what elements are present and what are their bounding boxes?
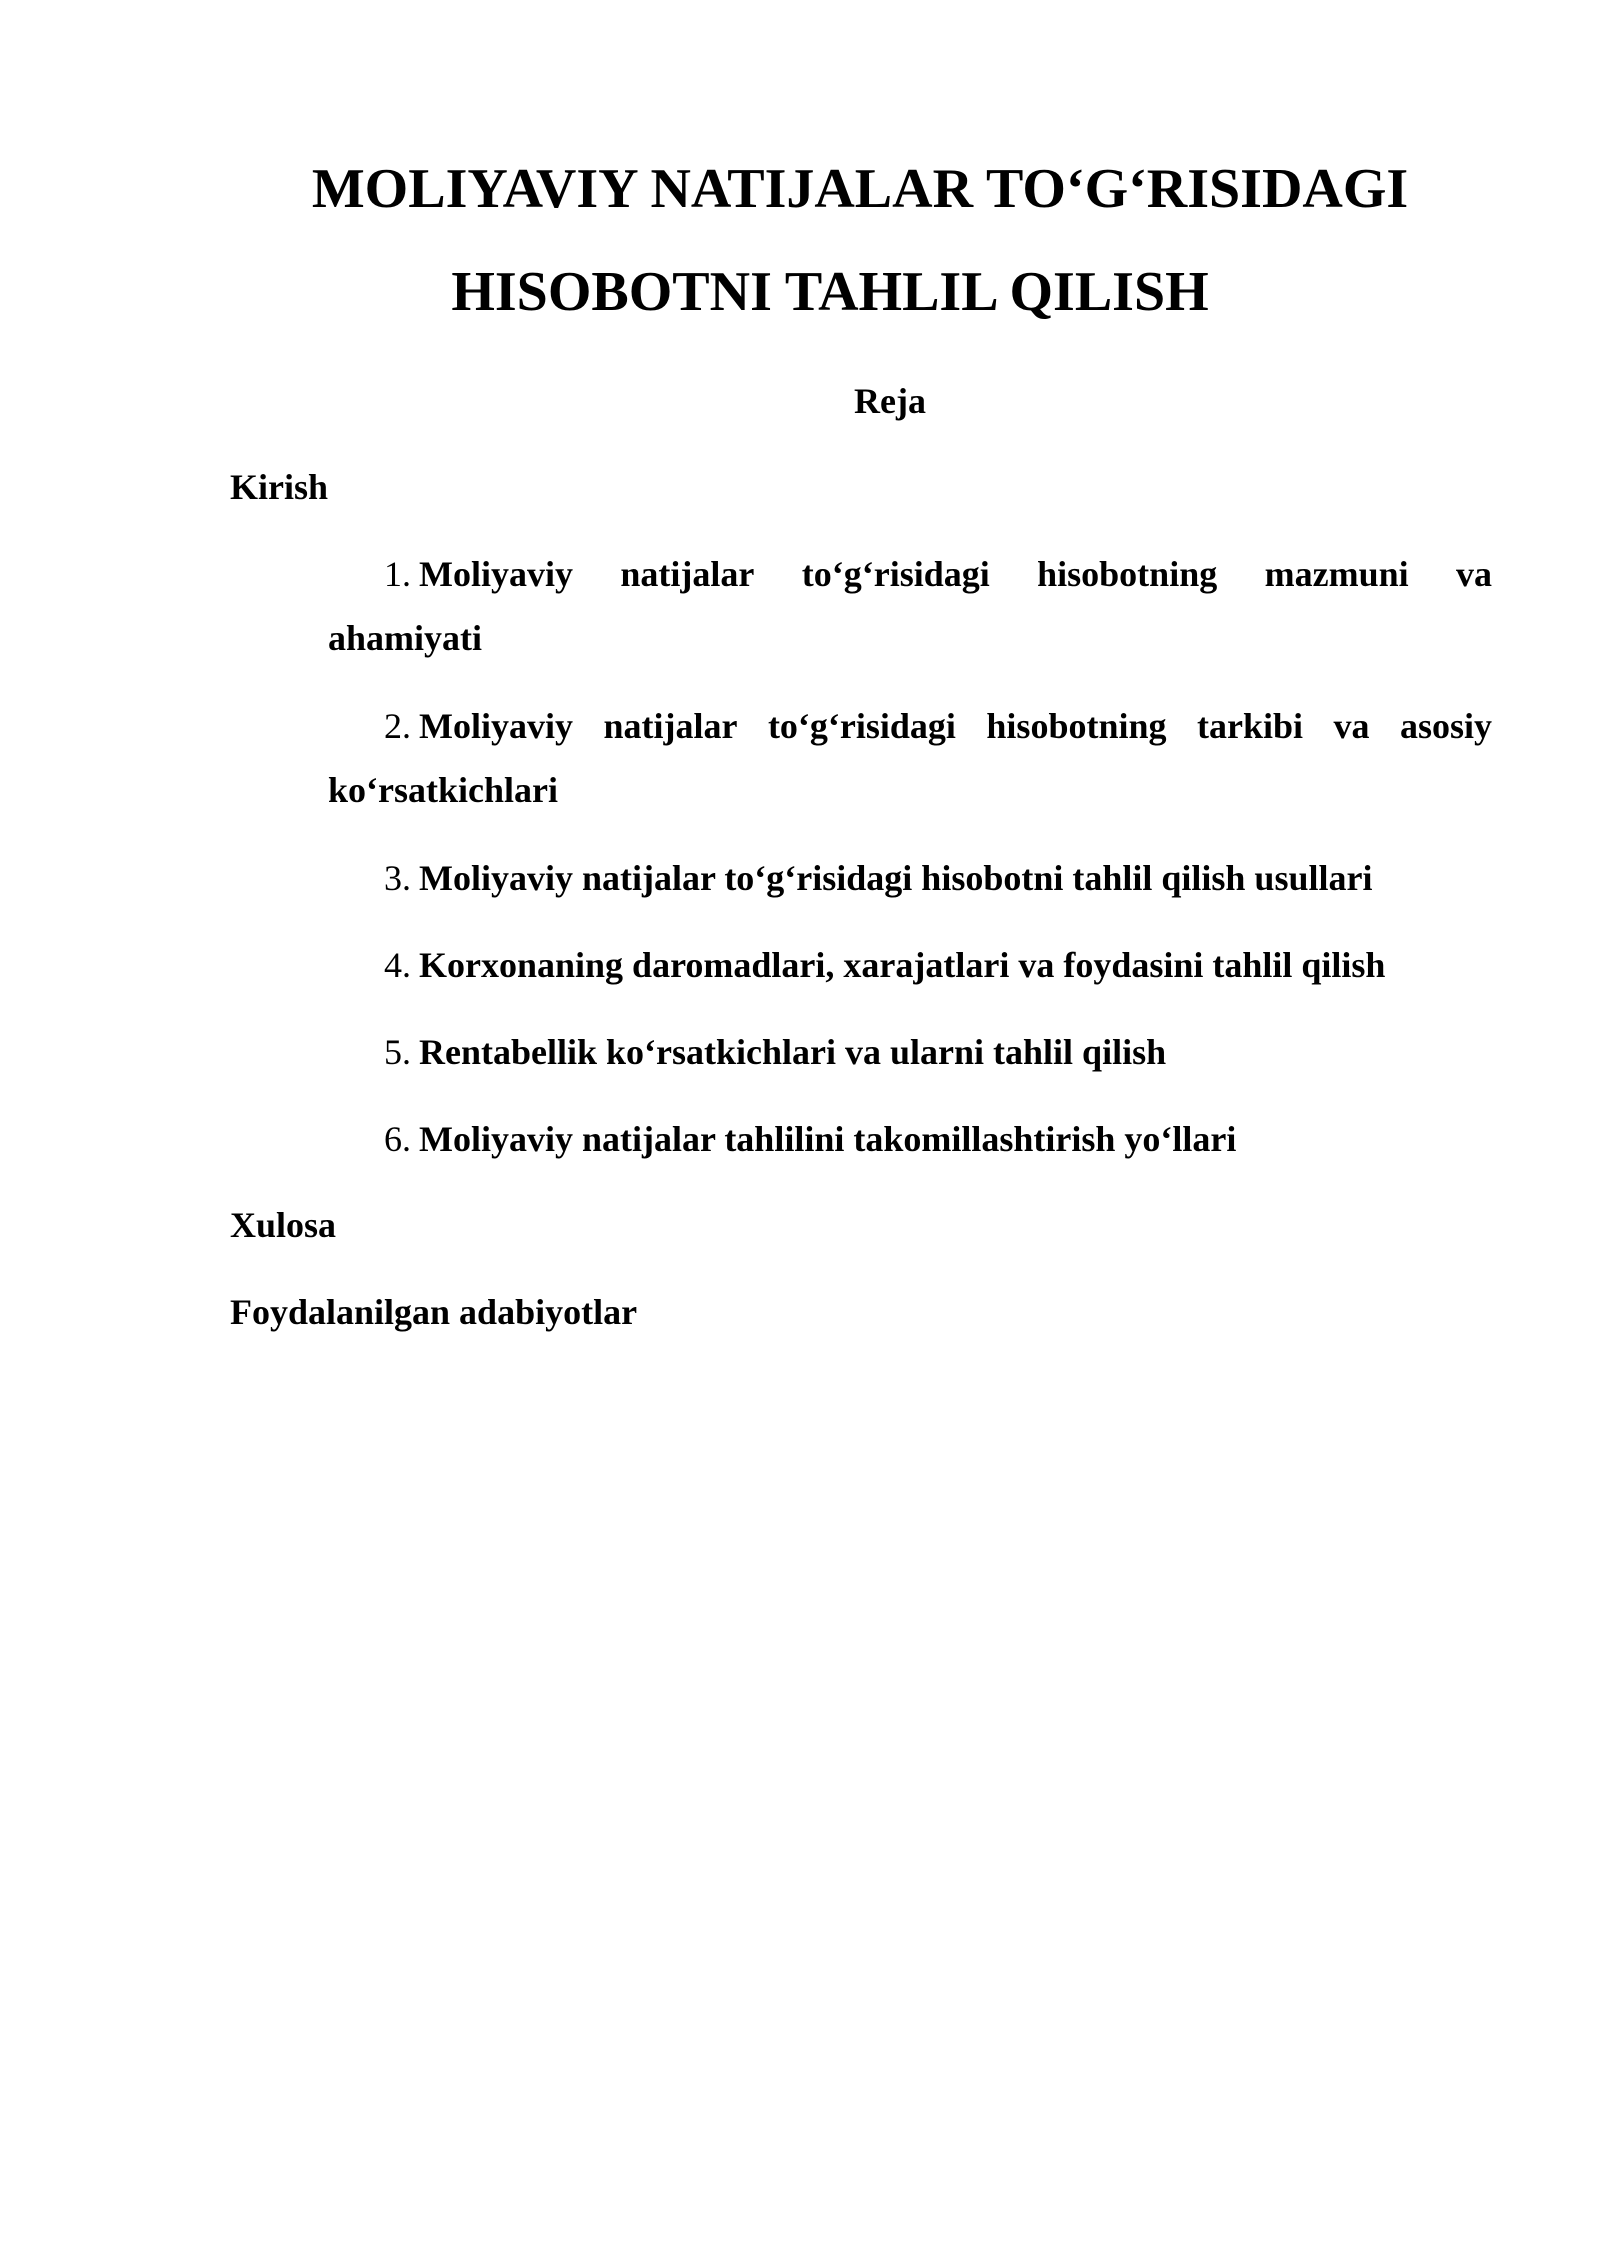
plan-item-2-line-1 (328, 694, 1492, 758)
plan-item-4 (328, 933, 1492, 997)
plan-item-2-word-6: va (1333, 706, 1370, 746)
plan-item-2-word-2: natijalar (603, 706, 738, 746)
plan-item-5-number: 5. (384, 1032, 411, 1072)
plan-item-2-word-1: Moliyaviy (419, 706, 573, 746)
plan-item-2-word-4: hisobotning (986, 706, 1167, 746)
plan-item-2-line-2: ko‘rsatkichlari (328, 770, 558, 810)
plan-item-3 (328, 846, 1492, 910)
plan-heading: Reja (854, 381, 926, 421)
plan-item-6-number: 6. (384, 1119, 411, 1159)
plan-item-2-number: 2. (384, 706, 411, 746)
plan-item-2-word-5: tarkibi (1196, 706, 1303, 746)
plan-item-1-number: 1. (384, 554, 411, 594)
plan-item-2-word-7: asosiy (1399, 706, 1492, 746)
plan-item-6 (328, 1107, 1492, 1171)
plan-item-5 (328, 1020, 1492, 1084)
plan-item-2-lead (384, 694, 573, 758)
plan-item-3-number: 3. (384, 858, 411, 898)
plan-item-1-word-6: va (1456, 554, 1492, 594)
conclusion-heading: Xulosa (230, 1205, 337, 1245)
plan-item-4-number: 4. (384, 945, 411, 985)
plan-item-2-word-3: to‘g‘risidagi (767, 706, 956, 746)
plan-item-1-lead (384, 542, 573, 606)
references-heading: Foydalanilgan adabiyotlar (230, 1292, 638, 1332)
plan-item-1-word-2: natijalar (620, 554, 755, 594)
plan-item-1-word-1: Moliyaviy (419, 554, 573, 594)
plan-item-1-line-2: ahamiyati (328, 618, 483, 658)
plan-item-1-word-5: mazmuni (1264, 554, 1409, 594)
plan-item-1 (328, 542, 1492, 670)
plan-item-2 (328, 694, 1492, 822)
plan-item-1-line-1 (328, 542, 1492, 606)
plan-item-1-word-3: to‘g‘risidagi (801, 554, 990, 594)
document-title-line-2: HISOBOTNI TAHLIL QILISH (451, 261, 1209, 323)
plan-item-1-word-4: hisobotning (1037, 554, 1218, 594)
plan-item-5-text: Rentabellik ko‘rsatkichlari va ularni tahlil qilish (419, 1032, 1167, 1072)
plan-item-3-text: Moliyaviy natijalar to‘g‘risidagi hisobotni tahlil qilish usullari (419, 858, 1373, 898)
plan-item-6-text: Moliyaviy natijalar tahlilini takomillashtirish yo‘llari (419, 1119, 1237, 1159)
plan-item-4-text: Korxonaning daromadlari, xarajatlari va foydasini tahlil qilish (419, 945, 1386, 985)
intro-heading: Kirish (230, 467, 329, 507)
document-title-line-1: MOLIYAVIY NATIJALAR TO‘G‘RISIDAGI (311, 158, 1409, 220)
